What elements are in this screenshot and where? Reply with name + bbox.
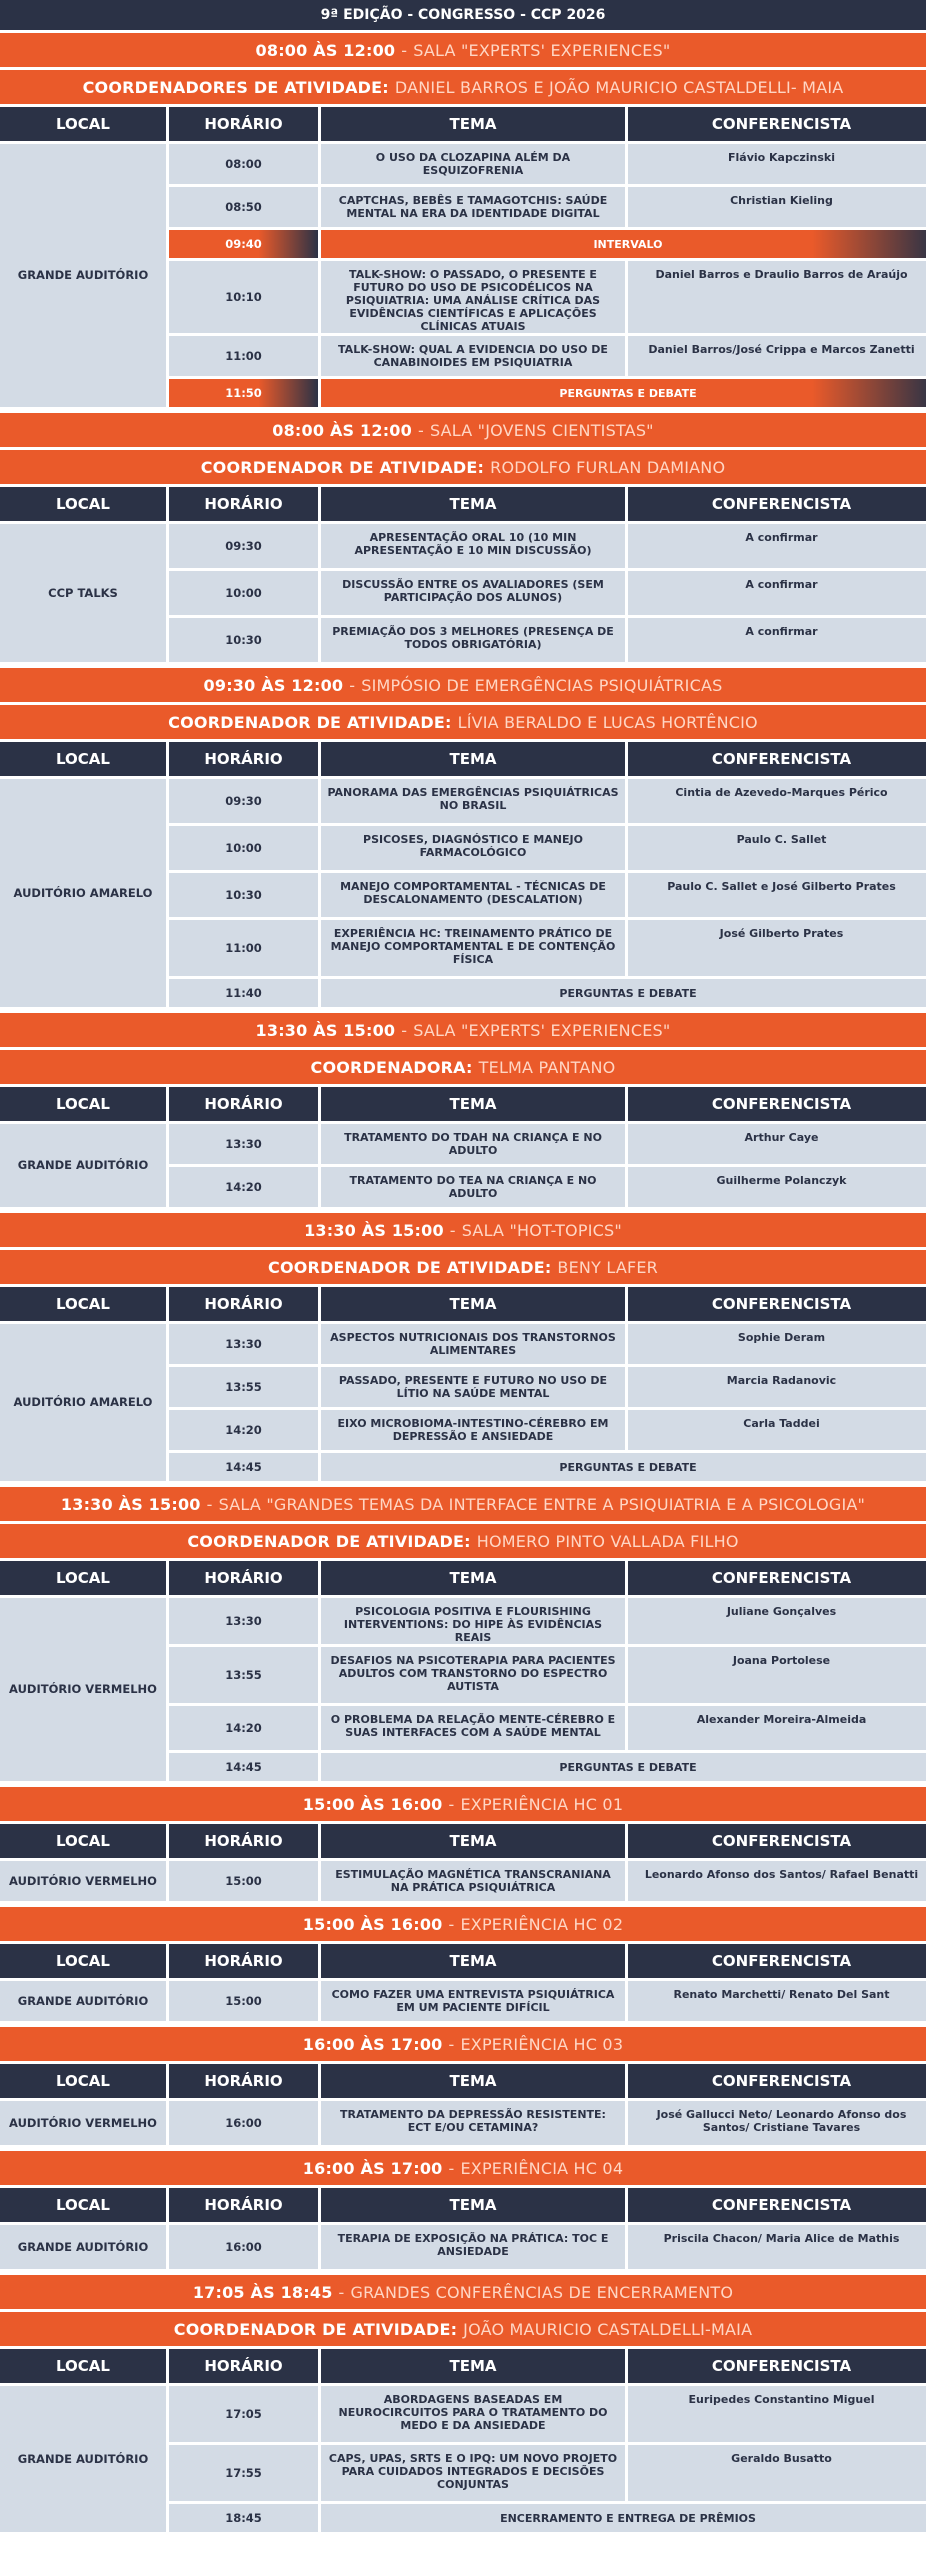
- table-row: [0, 1598, 926, 1644]
- coordinator-names: TELMA PANTANO: [478, 1057, 616, 1077]
- column-conferencista: CONFERENCISTA: [628, 2349, 926, 2383]
- full-row-label: ENCERRAMENTO E ENTREGA DE PRÊMIOS: [321, 2504, 926, 2532]
- column-tema: TEMA: [321, 2349, 625, 2383]
- speaker-cell: Carla Taddei: [628, 1410, 926, 1450]
- time-cell: 15:00: [169, 1981, 318, 2021]
- session-block: [0, 1487, 926, 1784]
- session-room: GRANDES CONFERÊNCIAS DE ENCERRAMENTO: [350, 2282, 734, 2302]
- theme-cell: PREMIAÇÃO DOS 3 MELHORES (PRESENÇA DE TODOS OBRIGATÓRIA): [321, 618, 625, 662]
- time-cell: 16:00: [169, 2225, 318, 2269]
- column-conferencista: CONFERENCISTA: [628, 1561, 926, 1595]
- session-time-bar: [0, 2151, 926, 2185]
- speaker-cell: A confirmar: [628, 571, 926, 615]
- theme-cell: APRESENTAÇÃO ORAL 10 (10 MIN APRESENTAÇÃO E 10 MIN DISCUSSÃO): [321, 524, 625, 568]
- theme-cell: ESTIMULAÇÃO MAGNÉTICA TRANSCRANIANA NA PRÁTICA PSIQUIÁTRICA: [321, 1861, 625, 1901]
- coordinator-label: COORDENADOR DE ATIVIDADE:: [173, 2319, 458, 2339]
- table-row: [0, 1124, 926, 1164]
- column-horario: HORÁRIO: [169, 1087, 318, 1121]
- theme-cell: MANEJO COMPORTAMENTAL - TÉCNICAS DE DESCALONAMENTO (DESCALATION): [321, 873, 625, 917]
- theme-cell: EIXO MICROBIOMA-INTESTINO-CÉREBRO EM DEPRESSÃO E ANSIEDADE: [321, 1410, 625, 1450]
- theme-cell: TERAPIA DE EXPOSIÇÃO NA PRÁTICA: TOC E ANSIEDADE: [321, 2225, 625, 2269]
- theme-cell: PSICOLOGIA POSITIVA E FLOURISHING INTERVENTIONS: DO HIPE ÀS EVIDÊNCIAS REAIS: [321, 1598, 625, 1644]
- table-header-row: [0, 2064, 926, 2098]
- speaker-cell: Paulo C. Sallet: [628, 826, 926, 870]
- column-tema: TEMA: [321, 107, 625, 141]
- speaker-cell: Alexander Moreira-Almeida: [628, 1706, 926, 1750]
- speaker-cell: Paulo C. Sallet e José Gilberto Prates: [628, 873, 926, 917]
- column-tema: TEMA: [321, 2188, 625, 2222]
- full-row-label: INTERVALO: [321, 230, 926, 258]
- session-time: 13:30 ÀS 15:00: [255, 1020, 396, 1040]
- coordinator-bar: [0, 1524, 926, 1558]
- session-time-bar: [0, 2027, 926, 2061]
- session-time: 08:00 ÀS 12:00: [272, 420, 412, 440]
- schedule-table: [0, 1284, 926, 1484]
- local-cell: AUDITÓRIO AMARELO: [0, 1324, 166, 1481]
- time-cell: 10:00: [169, 571, 318, 615]
- event-header: 9ª EDIÇÃO - CONGRESSO - CCP 2026: [0, 0, 926, 30]
- column-horario: HORÁRIO: [169, 487, 318, 521]
- column-local: LOCAL: [0, 2188, 166, 2222]
- local-cell: GRANDE AUDITÓRIO: [0, 2386, 166, 2532]
- time-cell: 10:10: [169, 261, 318, 333]
- theme-cell: ABORDAGENS BASEADAS EM NEUROCIRCUITOS PARA O TRATAMENTO DO MEDO E DA ANSIEDADE: [321, 2386, 625, 2442]
- schedule-table: [0, 1821, 926, 1904]
- column-local: LOCAL: [0, 1561, 166, 1595]
- speaker-cell: Sophie Deram: [628, 1324, 926, 1364]
- coordinator-label: COORDENADOR DE ATIVIDADE:: [187, 1531, 471, 1551]
- column-horario: HORÁRIO: [169, 2188, 318, 2222]
- speaker-cell: Daniel Barros/José Crippa e Marcos Zanetti: [628, 336, 926, 376]
- table-header-row: [0, 1087, 926, 1121]
- time-cell: 14:20: [169, 1167, 318, 1207]
- full-row-label: PERGUNTAS E DEBATE: [321, 1453, 926, 1481]
- theme-cell: ASPECTOS NUTRICIONAIS DOS TRANSTORNOS ALIMENTARES: [321, 1324, 625, 1364]
- table-row: [0, 779, 926, 823]
- theme-cell: O PROBLEMA DA RELAÇÃO MENTE-CÉREBRO E SUAS INTERFACES COM A SAÚDE MENTAL: [321, 1706, 625, 1750]
- theme-cell: TALK-SHOW: O PASSADO, O PRESENTE E FUTURO DO USO DE PSICODÉLICOS NA PSIQUIATRIA: UMA ANÁLISE CRÍTICA DAS EVIDÊNCIAS CIENTÍFICAS E APLICAÇÕES CLÍNICAS ATUAIS: [321, 261, 625, 333]
- table-row: [0, 144, 926, 184]
- time-cell: 17:55: [169, 2445, 318, 2501]
- time-cell: 14:45: [169, 1753, 318, 1781]
- session-separator: -: [401, 1020, 408, 1040]
- schedule-table: [0, 2185, 926, 2272]
- theme-cell: TRATAMENTO DO TEA NA CRIANÇA E NO ADULTO: [321, 1167, 625, 1207]
- speaker-cell: José Gallucci Neto/ Leonardo Afonso dos Santos/ Cristiane Tavares: [628, 2101, 926, 2145]
- time-cell: 14:20: [169, 1410, 318, 1450]
- column-local: LOCAL: [0, 1824, 166, 1858]
- local-cell: AUDITÓRIO VERMELHO: [0, 1598, 166, 1781]
- session-separator: -: [417, 420, 424, 440]
- session-time: 15:00 ÀS 16:00: [302, 1914, 443, 1934]
- column-local: LOCAL: [0, 1087, 166, 1121]
- speaker-cell: Euripedes Constantino Miguel: [628, 2386, 926, 2442]
- column-tema: TEMA: [321, 1944, 625, 1978]
- session-time-bar: [0, 2275, 926, 2309]
- time-cell: 10:30: [169, 618, 318, 662]
- time-cell: 11:50: [169, 379, 318, 407]
- column-conferencista: CONFERENCISTA: [628, 2188, 926, 2222]
- time-cell: 08:50: [169, 187, 318, 227]
- column-horario: HORÁRIO: [169, 2064, 318, 2098]
- time-cell: 10:30: [169, 873, 318, 917]
- schedule-table: [0, 1084, 926, 1210]
- speaker-cell: Priscila Chacon/ Maria Alice de Mathis: [628, 2225, 926, 2269]
- table-row: [0, 1981, 926, 2021]
- session-block: [0, 1013, 926, 1210]
- time-cell: 18:45: [169, 2504, 318, 2532]
- time-cell: 11:40: [169, 979, 318, 1007]
- table-header-row: [0, 487, 926, 521]
- coordinator-label: COORDENADOR DE ATIVIDADE:: [200, 457, 485, 477]
- session-block: [0, 2027, 926, 2148]
- theme-cell: O USO DA CLOZAPINA ALÉM DA ESQUIZOFRENIA: [321, 144, 625, 184]
- local-cell: AUDITÓRIO VERMELHO: [0, 2101, 166, 2145]
- session-room: SALA "EXPERTS' EXPERIENCES": [413, 40, 671, 60]
- coordinator-label: COORDENADOR DE ATIVIDADE:: [268, 1257, 552, 1277]
- schedule-table: [0, 2061, 926, 2148]
- session-separator: -: [401, 40, 408, 60]
- session-block: [0, 668, 926, 1010]
- session-time-bar: [0, 1907, 926, 1941]
- session-time: 16:00 ÀS 17:00: [302, 2034, 443, 2054]
- speaker-cell: Christian Kieling: [628, 187, 926, 227]
- theme-cell: PANORAMA DAS EMERGÊNCIAS PSIQUIÁTRICAS NO BRASIL: [321, 779, 625, 823]
- session-block: [0, 2275, 926, 2535]
- local-cell: GRANDE AUDITÓRIO: [0, 1124, 166, 1207]
- session-room: SALA "HOT-TOPICS": [461, 1220, 622, 1240]
- speaker-cell: Daniel Barros e Draulio Barros de Araújo: [628, 261, 926, 333]
- column-local: LOCAL: [0, 2349, 166, 2383]
- time-cell: 13:55: [169, 1367, 318, 1407]
- schedule-table: [0, 484, 926, 665]
- column-tema: TEMA: [321, 2064, 625, 2098]
- theme-cell: EXPERIÊNCIA HC: TREINAMENTO PRÁTICO DE MANEJO COMPORTAMENTAL E DE CONTENÇÃO FÍSICA: [321, 920, 625, 976]
- full-row-label: PERGUNTAS E DEBATE: [321, 379, 926, 407]
- session-room: SIMPÓSIO DE EMERGÊNCIAS PSIQUIÁTRICAS: [361, 675, 723, 695]
- session-time-bar: [0, 668, 926, 702]
- schedule-table: [0, 1558, 926, 1784]
- column-conferencista: CONFERENCISTA: [628, 1824, 926, 1858]
- theme-cell: PASSADO, PRESENTE E FUTURO NO USO DE LÍTIO NA SAÚDE MENTAL: [321, 1367, 625, 1407]
- theme-cell: TALK-SHOW: QUAL A EVIDENCIA DO USO DE CANABINOIDES EM PSIQUIATRIA: [321, 336, 625, 376]
- speaker-cell: Leonardo Afonso dos Santos/ Rafael Benatti: [628, 1861, 926, 1901]
- column-conferencista: CONFERENCISTA: [628, 1287, 926, 1321]
- column-local: LOCAL: [0, 1944, 166, 1978]
- table-row: [0, 1324, 926, 1364]
- session-block: [0, 1787, 926, 1904]
- time-cell: 09:30: [169, 524, 318, 568]
- session-time: 08:00 ÀS 12:00: [255, 40, 396, 60]
- session-separator: -: [448, 1914, 455, 1934]
- session-time: 13:30 ÀS 15:00: [60, 1494, 201, 1514]
- session-time: 09:30 ÀS 12:00: [203, 675, 344, 695]
- coordinator-names: HOMERO PINTO VALLADA FILHO: [476, 1531, 739, 1551]
- time-cell: 13:30: [169, 1324, 318, 1364]
- time-cell: 17:05: [169, 2386, 318, 2442]
- column-horario: HORÁRIO: [169, 742, 318, 776]
- schedule-table: [0, 739, 926, 1010]
- column-tema: TEMA: [321, 1087, 625, 1121]
- session-separator: -: [449, 1220, 456, 1240]
- time-cell: 15:00: [169, 1861, 318, 1901]
- column-local: LOCAL: [0, 742, 166, 776]
- speaker-cell: Geraldo Busatto: [628, 2445, 926, 2501]
- column-local: LOCAL: [0, 2064, 166, 2098]
- time-cell: 10:00: [169, 826, 318, 870]
- table-row: [0, 524, 926, 568]
- column-conferencista: CONFERENCISTA: [628, 742, 926, 776]
- theme-cell: TRATAMENTO DA DEPRESSÃO RESISTENTE: ECT E/OU CETAMINA?: [321, 2101, 625, 2145]
- session-time: 17:05 ÀS 18:45: [192, 2282, 333, 2302]
- table-row: [0, 2225, 926, 2269]
- speaker-cell: José Gilberto Prates: [628, 920, 926, 976]
- session-room: EXPERIÊNCIA HC 02: [460, 1914, 624, 1934]
- table-row: [0, 2101, 926, 2145]
- time-cell: 16:00: [169, 2101, 318, 2145]
- table-row: [0, 2386, 926, 2442]
- column-horario: HORÁRIO: [169, 1944, 318, 1978]
- time-cell: 09:40: [169, 230, 318, 258]
- column-tema: TEMA: [321, 1287, 625, 1321]
- coordinator-label: COORDENADORA:: [310, 1057, 473, 1077]
- coordinator-names: RODOLFO FURLAN DAMIANO: [490, 457, 726, 477]
- schedule-table: [0, 1941, 926, 2024]
- schedule-table: [0, 2346, 926, 2535]
- coordinator-names: JOÃO MAURICIO CASTALDELLI-MAIA: [463, 2319, 753, 2339]
- coordinator-bar: [0, 1050, 926, 1084]
- theme-cell: DISCUSSÃO ENTRE OS AVALIADORES (SEM PARTICIPAÇÃO DOS ALUNOS): [321, 571, 625, 615]
- coordinator-names: DANIEL BARROS E JOÃO MAURICIO CASTALDELLI- MAIA: [394, 77, 844, 97]
- time-cell: 13:30: [169, 1124, 318, 1164]
- coordinator-bar: [0, 705, 926, 739]
- table-header-row: [0, 2349, 926, 2383]
- speaker-cell: A confirmar: [628, 524, 926, 568]
- local-cell: AUDITÓRIO AMARELO: [0, 779, 166, 1007]
- local-cell: GRANDE AUDITÓRIO: [0, 144, 166, 407]
- session-time-bar: [0, 1213, 926, 1247]
- local-cell: GRANDE AUDITÓRIO: [0, 2225, 166, 2269]
- coordinator-label: COORDENADORES DE ATIVIDADE:: [82, 77, 389, 97]
- time-cell: 13:55: [169, 1647, 318, 1703]
- time-cell: 14:20: [169, 1706, 318, 1750]
- coordinator-bar: [0, 2312, 926, 2346]
- session-time-bar: [0, 33, 926, 67]
- session-block: [0, 413, 926, 665]
- local-cell: GRANDE AUDITÓRIO: [0, 1981, 166, 2021]
- coordinator-names: BENY LAFER: [557, 1257, 658, 1277]
- time-cell: 11:00: [169, 920, 318, 976]
- theme-cell: CAPTCHAS, BEBÊS E TAMAGOTCHIS: SAÚDE MENTAL NA ERA DA IDENTIDADE DIGITAL: [321, 187, 625, 227]
- coordinator-label: COORDENADOR DE ATIVIDADE:: [168, 712, 452, 732]
- session-separator: -: [349, 675, 356, 695]
- column-horario: HORÁRIO: [169, 107, 318, 141]
- time-cell: 08:00: [169, 144, 318, 184]
- column-tema: TEMA: [321, 487, 625, 521]
- session-time-bar: [0, 1487, 926, 1521]
- theme-cell: DESAFIOS NA PSICOTERAPIA PARA PACIENTES ADULTOS COM TRANSTORNO DO ESPECTRO AUTISTA: [321, 1647, 625, 1703]
- table-header-row: [0, 2188, 926, 2222]
- full-row-label: PERGUNTAS E DEBATE: [321, 979, 926, 1007]
- table-header-row: [0, 1561, 926, 1595]
- column-tema: TEMA: [321, 1824, 625, 1858]
- session-time-bar: [0, 413, 926, 447]
- column-conferencista: CONFERENCISTA: [628, 2064, 926, 2098]
- speaker-cell: Marcia Radanovic: [628, 1367, 926, 1407]
- column-conferencista: CONFERENCISTA: [628, 1087, 926, 1121]
- column-horario: HORÁRIO: [169, 1561, 318, 1595]
- column-tema: TEMA: [321, 1561, 625, 1595]
- session-separator: -: [448, 2158, 455, 2178]
- speaker-cell: Cintia de Azevedo-Marques Périco: [628, 779, 926, 823]
- session-time: 13:30 ÀS 15:00: [304, 1220, 444, 1240]
- session-room: EXPERIÊNCIA HC 01: [460, 1794, 624, 1814]
- session-block: [0, 1907, 926, 2024]
- session-separator: -: [448, 1794, 455, 1814]
- speaker-cell: Arthur Caye: [628, 1124, 926, 1164]
- session-time: 16:00 ÀS 17:00: [302, 2158, 443, 2178]
- local-cell: CCP TALKS: [0, 524, 166, 662]
- column-conferencista: CONFERENCISTA: [628, 487, 926, 521]
- column-conferencista: CONFERENCISTA: [628, 1944, 926, 1978]
- session-time: 15:00 ÀS 16:00: [302, 1794, 443, 1814]
- session-room: SALA "EXPERTS' EXPERIENCES": [413, 1020, 671, 1040]
- column-local: LOCAL: [0, 1287, 166, 1321]
- coordinator-bar: [0, 1250, 926, 1284]
- session-block: [0, 1213, 926, 1484]
- time-cell: 13:30: [169, 1598, 318, 1644]
- speaker-cell: Flávio Kapczinski: [628, 144, 926, 184]
- table-header-row: [0, 1944, 926, 1978]
- theme-cell: TRATAMENTO DO TDAH NA CRIANÇA E NO ADULTO: [321, 1124, 625, 1164]
- speaker-cell: Joana Portolese: [628, 1647, 926, 1703]
- session-block: [0, 2151, 926, 2272]
- session-time-bar: [0, 1013, 926, 1047]
- coordinator-names: LÍVIA BERALDO E LUCAS HORTÊNCIO: [457, 712, 758, 732]
- column-tema: TEMA: [321, 742, 625, 776]
- table-row: [0, 1861, 926, 1901]
- table-header-row: [0, 1287, 926, 1321]
- time-cell: 09:30: [169, 779, 318, 823]
- session-room: SALA "JOVENS CIENTISTAS": [429, 420, 654, 440]
- session-separator: -: [448, 2034, 455, 2054]
- local-cell: AUDITÓRIO VERMELHO: [0, 1861, 166, 1901]
- speaker-cell: Guilherme Polanczyk: [628, 1167, 926, 1207]
- coordinator-bar: [0, 70, 926, 104]
- coordinator-bar: [0, 450, 926, 484]
- session-separator: -: [206, 1494, 213, 1514]
- table-header-row: [0, 107, 926, 141]
- full-row-label: PERGUNTAS E DEBATE: [321, 1753, 926, 1781]
- theme-cell: CAPS, UPAS, SRTS E O IPQ: UM NOVO PROJETO PARA CUIDADOS INTEGRADOS E DECISÕES CONJUNTAS: [321, 2445, 625, 2501]
- speaker-cell: A confirmar: [628, 618, 926, 662]
- session-room: SALA "GRANDES TEMAS DA INTERFACE ENTRE A PSIQUIATRIA E A PSICOLOGIA": [218, 1494, 866, 1514]
- column-horario: HORÁRIO: [169, 2349, 318, 2383]
- session-room: EXPERIÊNCIA HC 04: [460, 2158, 624, 2178]
- column-conferencista: CONFERENCISTA: [628, 107, 926, 141]
- theme-cell: COMO FAZER UMA ENTREVISTA PSIQUIÁTRICA EM UM PACIENTE DIFÍCIL: [321, 1981, 625, 2021]
- column-local: LOCAL: [0, 487, 166, 521]
- session-block: [0, 33, 926, 410]
- column-horario: HORÁRIO: [169, 1824, 318, 1858]
- theme-cell: PSICOSES, DIAGNÓSTICO E MANEJO FARMACOLÓGICO: [321, 826, 625, 870]
- speaker-cell: Juliane Gonçalves: [628, 1598, 926, 1644]
- time-cell: 11:00: [169, 336, 318, 376]
- schedule-table: [0, 104, 926, 410]
- time-cell: 14:45: [169, 1453, 318, 1481]
- column-horario: HORÁRIO: [169, 1287, 318, 1321]
- table-header-row: [0, 742, 926, 776]
- column-local: LOCAL: [0, 107, 166, 141]
- speaker-cell: Renato Marchetti/ Renato Del Sant: [628, 1981, 926, 2021]
- session-room: EXPERIÊNCIA HC 03: [460, 2034, 624, 2054]
- session-time-bar: [0, 1787, 926, 1821]
- session-separator: -: [338, 2282, 345, 2302]
- table-header-row: [0, 1824, 926, 1858]
